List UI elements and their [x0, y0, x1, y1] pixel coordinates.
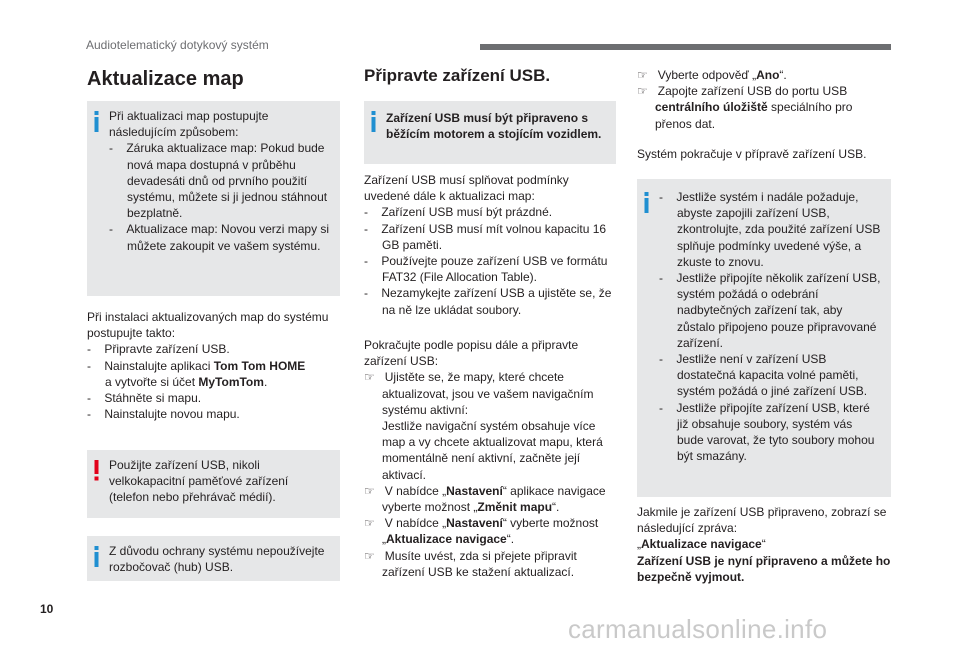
col2-heading: Připravte zařízení USB. — [364, 66, 551, 85]
list-item: - Používejte pouze zařízení USB ve formátu FAT32 (File Allocation Table). — [364, 254, 608, 285]
info-box-usb-prep — [364, 101, 616, 164]
info-box-map-update — [87, 101, 340, 296]
info-box-troubleshoot — [637, 179, 891, 497]
install-steps — [87, 309, 337, 422]
info-item: - Jestliže připojíte zařízení USB, které již obsahuje soubory, systém vás bude varovat, že tyto soubory mohou být smazány. — [659, 400, 875, 464]
step-item: ☞ Musíte uvést, zda si přejete připravit zařízení USB ke stažení aktualizací. — [364, 548, 577, 579]
list-item: - Nainstalujte novou mapu. — [87, 407, 240, 422]
usb-steps — [364, 337, 618, 580]
step-item: ☞ Zapojte zařízení USB do portu USB centrálního úložiště speciálního pro přenos dat. — [637, 84, 853, 131]
step-item: ☞ Vyberte odpověď „Ano“. — [637, 68, 787, 82]
info-item: - Jestliže systém i nadále požaduje, abyste zapojili zařízení USB, zkontrolujte, zda použité zařízení USB splňuje podmínky uvedené výše, a zkuste to znovu. — [659, 190, 881, 269]
page-number: 10 — [40, 602, 54, 616]
step-item: ☞ Ujistěte se, že mapy, které chcete aktualizovat, jsou ve vašem navigačním systému aktivní: — [364, 370, 594, 417]
header-bar — [480, 44, 891, 50]
list-item: - Stáhněte si mapu. — [87, 391, 202, 406]
watermark: carmanualsonline.info — [568, 614, 828, 644]
step-item: ☞ V nabídce „Nastavení“ aplikace navigace vyberte možnost „Změnit mapu“. — [364, 483, 606, 515]
info-item: - Záruka aktualizace map: Pokud bude nová mapa dostupná v průběhu devadesáti dnů od prvního použití systému, můžete si ji jednou stáhnout bezplatně. — [109, 141, 328, 221]
info-text-bold: Zařízení USB musí být připraveno s běžícím motorem a stojícím vozidlem. — [386, 111, 602, 142]
info-item: - Aktualizace map: Novou verzi mapy si můžete zakoupit ve vašem systému. — [109, 222, 330, 253]
final-message — [637, 504, 891, 585]
info-intro: Při aktualizaci map postupujte následujícím způsobem: — [109, 109, 269, 140]
list-item: - Zařízení USB musí být prázdné. — [364, 205, 553, 220]
list-item: - Nezamykejte zařízení USB a ujistěte se, že na ně lze ukládat soubory. — [364, 286, 612, 317]
header-title: Audiotelematický dotykový systém — [86, 38, 269, 52]
install-intro: Při instalaci aktualizovaných map do systému postupujte takto: — [87, 310, 329, 341]
step-note: Jestliže navigační systém obsahuje více map a vy chcete aktualizovat mapu, která momentálně není aktivní, začněte její aktivací. — [382, 419, 603, 482]
info-box-hub — [87, 536, 340, 581]
final-intro: Jakmile je zařízení USB připraveno, zobrazí se následující zpráva: — [637, 505, 887, 536]
col3-steps — [637, 67, 891, 162]
list-item: - Připravte zařízení USB. — [87, 342, 230, 357]
steps-intro: Pokračujte podle popisu dále a připravte zařízení USB: — [364, 338, 579, 369]
usb-conditions — [364, 172, 618, 318]
final-title: „Aktualizace navigace“ — [637, 537, 766, 552]
warning-text: Použijte zařízení USB, nikoli velkokapacitní paměťové zařízení (telefon nebo přehrávač médií). — [109, 458, 289, 505]
conditions-intro: Zařízení USB musí splňovat podmínky uvedené dále k aktualizaci map: — [364, 173, 569, 204]
info-item: - Jestliže připojíte několik zařízení USB, systém požádá o odebrání nadbytečných zařízení tak, aby zůstalo připojeno pouze připravované zařízení. — [659, 271, 881, 350]
list-item: - Nainstalujte aplikaci Tom Tom HOME a vytvořte si účet MyTomTom. — [87, 358, 306, 389]
info-text: Z důvodu ochrany systému nepoužívejte rozbočovač (hub) USB. — [109, 544, 325, 575]
info-item: - Jestliže není v zařízení USB dostatečná kapacita volné paměti, systém požádá o jiné zařízení USB. — [659, 352, 868, 399]
list-item: - Zařízení USB musí mít volnou kapacitu 16 GB paměti. — [364, 221, 607, 252]
continue-text: Systém pokračuje v přípravě zařízení USB. — [637, 146, 867, 161]
col1-heading: Aktualizace map — [87, 68, 244, 90]
warning-box — [87, 450, 340, 518]
final-bold: Zařízení USB je nyní připraveno a můžete ho bezpečně vyjmout. — [637, 553, 891, 584]
step-item: ☞ V nabídce „Nastavení“ vyberte možnost „Aktualizace navigace“. — [364, 516, 599, 547]
